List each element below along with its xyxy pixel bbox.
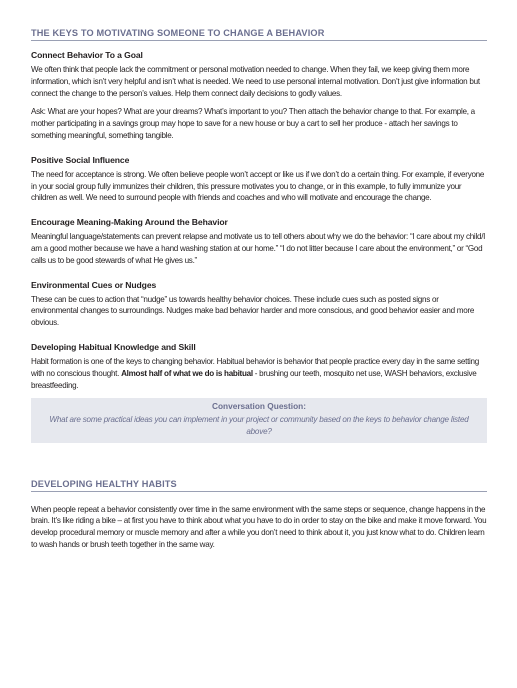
block-habitual-knowledge: [31, 342, 487, 391]
heading-habitual-knowledge: Developing Habitual Knowledge and Skill: [31, 341, 196, 352]
heading-environmental-cues: Environmental Cues or Nudges: [31, 279, 157, 290]
conversation-question-callout: [31, 398, 487, 442]
block-connect-goal: [31, 50, 487, 142]
callout-title: Conversation Question:: [211, 401, 307, 412]
habit-text-start: Habit formation is one of the keys to changing behavior. Habitual behavior is behavior that people practice every day in the same setting with no conscious thought.: [31, 356, 479, 378]
heading-connect-goal: Connect Behavior To a Goal: [31, 50, 143, 60]
section-title-keys: THE KEYS TO MOTIVATING SOMEONE TO CHANGE A BEHAVIOR: [31, 28, 487, 41]
paragraph-connect-goal-1: We often think that people lack the commitment or personal motivation needed to change. When they fail, we keep giving them more information, which isn’t very helpful and isn’t what is needed. We need to use personal internal motivation. Don’t just give information but connect the change to the person’s values. Help them connect daily decisions to godly values.: [31, 65, 480, 98]
section-title-healthy-habits: DEVELOPING HEALTHY HABITS: [31, 479, 487, 492]
paragraph-social-influence: The need for acceptance is strong. We often believe people won’t accept or like us if we don’t do a certain thing. For example, if everyone in your social group fully immunizes their children, this pressure motivates you to change, or in this example, to fully immunize your children as well. We need to surround people with friends and coaches and who will motivate and encourage the change.: [31, 169, 485, 203]
heading-meaning-making: Encourage Meaning-Making Around the Behavior: [31, 217, 228, 228]
callout-question: What are some practical ideas you can implement in your project or community based on the keys to behavior change listed above?: [49, 415, 469, 436]
habit-text-end: - brushing our teeth, mosquito net use, WASH behaviors, exclusive breastfeeding.: [31, 368, 477, 390]
paragraph-habitual-knowledge: [31, 356, 487, 391]
paragraph-healthy-habits: When people repeat a behavior consistently over time in the same environment with the same steps or sequence, change happens in the brain. It’s like riding a bike – at first you have to think about what you have to do in order to stay on the bike and make it move forward. You develop procedural memory or muscle memory and after a while you don’t need to think about it, you just know what to do. Children learn to wash hands or brush teeth together in the same way.: [31, 504, 487, 549]
paragraph-meaning-making: Meaningful language/statements can prevent relapse and motivate us to tell others about why we do the behavior: “I care about my child/I am a good mother because we have a hand washing station at our home.” “I do not litter because I care about the environment,” or “God calls us to be good stewards of what He gives us.”: [31, 232, 486, 265]
heading-social-influence: Positive Social Influence: [31, 154, 130, 165]
habit-text-emphasis: Almost half of what we do is habitual: [121, 368, 253, 378]
block-environmental-cues: [31, 280, 487, 329]
block-social-influence: [31, 155, 487, 204]
paragraph-connect-goal-2: Ask: What are your hopes? What are your dreams? What’s important to you? Then attach the behavior change to that. For example, a mother participating in a savings group may hope to save for a new house or buy a cart to sell her produce - attach her savings to something meaningful, something tangible.: [31, 107, 475, 140]
section-healthy-habits: [31, 479, 487, 551]
block-meaning-making: [31, 217, 487, 266]
paragraph-environmental-cues: These can be cues to action that “nudge” us towards healthy behavior choices. These include cues such as posted signs or environmental changes to surroundings. Nudges make bad behavior harder and more conscious, and good behavior easier and more obvious.: [31, 294, 475, 328]
